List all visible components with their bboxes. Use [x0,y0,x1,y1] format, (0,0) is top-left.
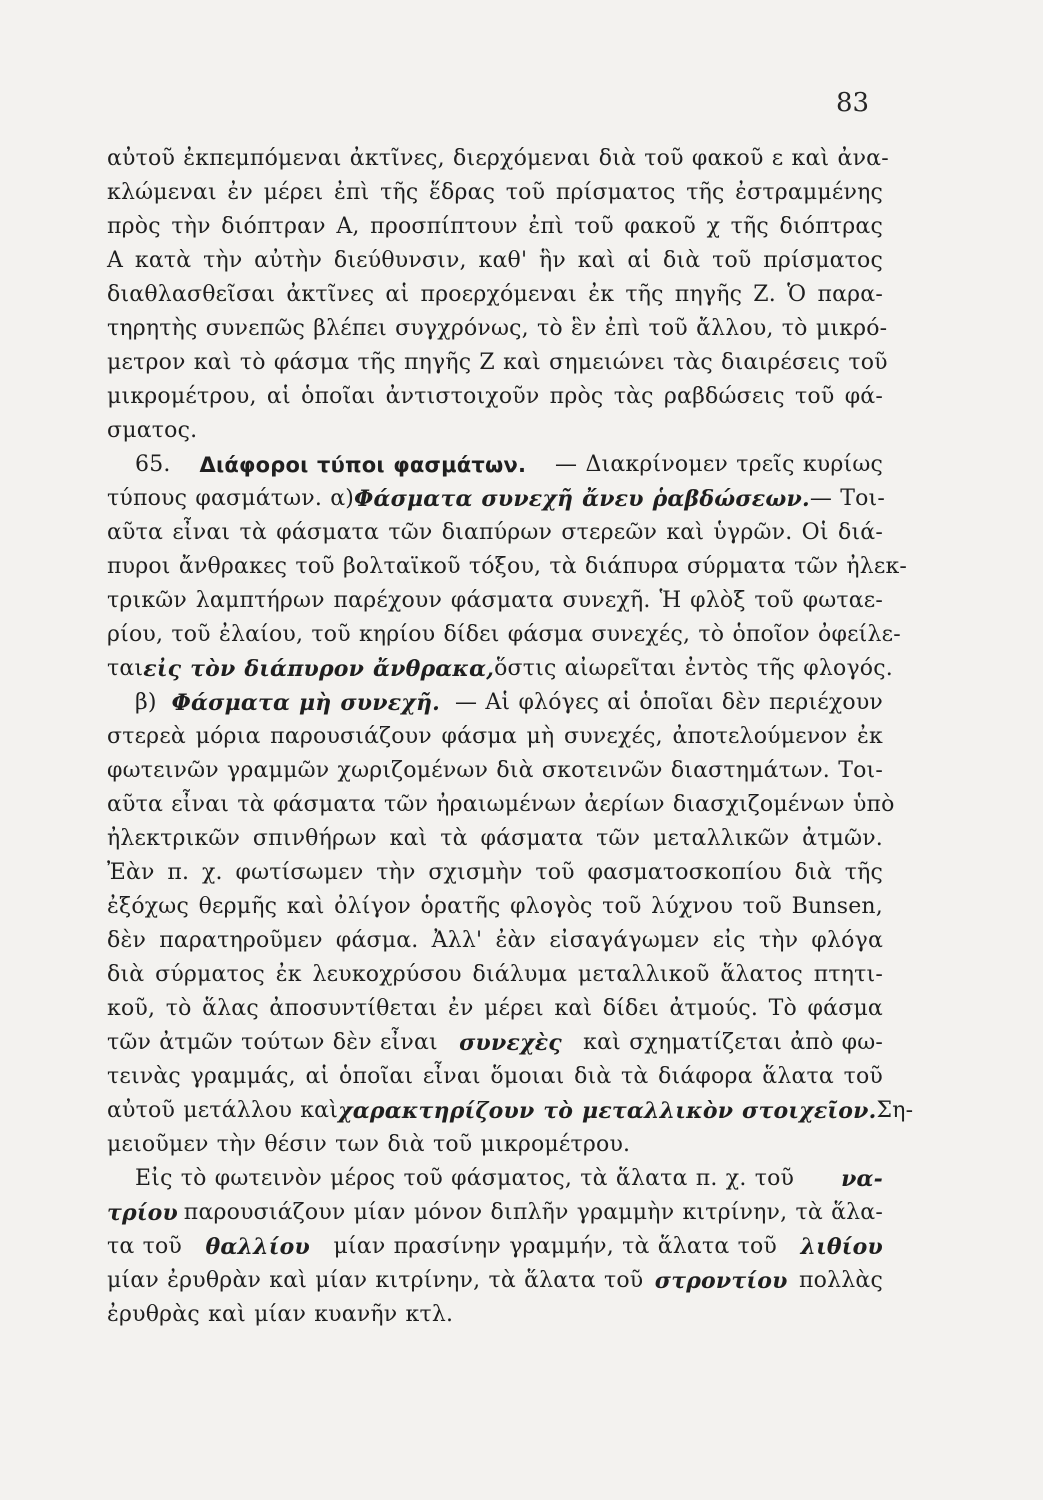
line-text: — Αἱ φλόγες αἱ ὁποῖαι δὲν περιέχουν [454,690,883,715]
text-line [107,754,883,788]
emphasis-text: χαρακτηρίζουν τὸ μεταλλικὸν στοιχεῖον. [338,1098,877,1124]
text-line [107,1264,883,1298]
line-text: ρίου, τοῦ ἐλαίου, τοῦ κηρίου δίδει φάσμα συνεχές, τὸ ὁποῖον ὀφείλε- [107,622,901,647]
text-line [107,1298,883,1332]
text-line [107,856,883,890]
subtype-a-title: Φάσματα συνεχῆ ἄνευ ῥαβδώσεων. [354,486,810,512]
text-line [107,142,889,176]
line-text: τηρητὴς συνεπῶς βλέπει συγχρόνως, τὸ ἓν ἐπὶ τοῦ ἄλλου, τὸ μικρό- [107,316,888,341]
line-text: ἐρυθρὰς καὶ μίαν κυανῆν κτλ. [107,1302,454,1327]
text-line [107,652,893,686]
line-text: τεινὰς γραμμάς, αἱ ὁποῖαι εἶναι ὅμοιαι διὰ τὰ διάφορα ἅλατα τοῦ [107,1064,883,1089]
line-text: Εἰς τὸ φωτεινὸν μέρος τοῦ φάσματος, τὰ ἅλατα π. χ. τοῦ [135,1166,795,1191]
emphasis-text: τρίου [107,1200,179,1226]
line-text: τα τοῦ [107,1234,183,1259]
text-line [107,1026,883,1060]
text-line [107,516,883,550]
text-line [107,720,883,754]
line-text: κοῦ, τὸ ἅλας ἀποσυντίθεται ἐν μέρει καὶ δίδει ἀτμούς. Τὸ φάσμα [107,996,883,1021]
line-text: τῶν ἀτμῶν τούτων δὲν εἶναι [107,1030,438,1055]
line-text: δὲν παρατηροῦμεν φάσμα. Ἀλλ' ἐὰν εἰσαγάγωμεν εἰς τὴν φλόγα [107,928,883,953]
text-line [107,210,883,244]
text-line [107,1128,883,1162]
line-text: ἐξόχως θερμῆς καὶ ὀλίγον ὁρατῆς φλογὸς τοῦ λύχνου τοῦ Bunsen, [107,894,883,919]
line-text: καὶ σχηματίζεται ἀπὸ φω- [583,1030,883,1055]
page-number: 83 [836,88,870,118]
text-line [107,1162,883,1196]
line-text: αὐτοῦ ἐκπεμπόμεναι ἀκτῖνες, διερχόμεναι διὰ τοῦ φακοῦ ε καὶ ἀνα- [107,146,889,171]
text-line [107,788,895,822]
text-line [107,414,883,448]
text-line [107,312,888,346]
line-text: κλώμεναι ἐν μέρει ἐπὶ τῆς ἕδρας τοῦ πρίσματος τῆς ἐστραμμένης [107,180,883,205]
text-line [107,176,883,210]
text-line [107,584,883,618]
subtype-b-heading-line [107,686,883,720]
text-line [107,482,886,516]
line-text: σματος. [107,418,198,443]
line-text: πυροι ἄνθρακες τοῦ βολταϊκοῦ τόξου, τὰ διάπυρα σύρματα τῶν ἠλεκ- [107,554,908,579]
line-text: ἠλεκτρικῶν σπινθήρων καὶ τὰ φάσματα τῶν μεταλλικῶν ἀτμῶν. [107,826,883,851]
line-text: Ἐὰν π. χ. φωτίσωμεν τὴν σχισμὴν τοῦ φασματοσκοπίου διὰ τῆς [107,860,883,885]
emphasis-text: λιθίου [800,1234,883,1260]
section-title: Διάφοροι τύποι φασμάτων. [199,453,527,477]
line-text: ται [107,656,144,681]
line-text: διαθλασθεῖσαι ἀκτῖνες αἱ προερχόμεναι ἐκ τῆς πηγῆς Ζ. Ὁ παρα- [107,282,883,307]
line-text: τύπους φασμάτων. α) [107,486,355,511]
text-line [107,924,883,958]
text-line [107,278,883,312]
section-heading-line [107,448,883,482]
line-text: Ση- [876,1098,914,1123]
line-text: τρικῶν λαμπτήρων παρέχουν φάσματα συνεχῆ. Ἡ φλὸξ τοῦ φωταε- [107,588,883,613]
line-text: παρουσιάζουν μίαν μόνον διπλῆν γραμμὴν κιτρίνην, τὰ ἅλα- [183,1200,883,1225]
text-line [107,1196,883,1230]
line-text: στερεὰ μόρια παρουσιάζουν φάσμα μὴ συνεχές, ἀποτελούμενον ἐκ [107,724,883,749]
text-line [107,346,888,380]
line-text: ὅστις αἰωρεῖται ἐντὸς τῆς φλογός. [494,656,893,681]
section-number: 65. [135,452,171,477]
subtype-label: β) [135,690,157,715]
line-text: αῦτα εἶναι τὰ φάσματα τῶν ἠραιωμένων ἀερίων διασχιζομένων ὑπὸ [107,792,895,817]
line-text: — Τοι- [809,486,886,511]
body-text [107,142,914,1332]
text-line [107,1060,883,1094]
text-line [107,618,901,652]
line-text: μικρομέτρου, αἱ ὁποῖαι ἀντιστοιχοῦν πρὸς τὰς ραβδώσεις τοῦ φά- [107,384,883,409]
emphasis-text: θαλλίου [205,1234,310,1260]
line-text: φωτεινῶν γραμμῶν χωριζομένων διὰ σκοτεινῶν διαστημάτων. Τοι- [107,758,883,783]
text-line [107,244,883,278]
subtype-b-title: Φάσματα μὴ συνεχῆ. [171,690,440,716]
text-line [107,992,883,1026]
line-text: αὐτοῦ μετάλλου καὶ [107,1098,339,1123]
text-line [107,1094,914,1128]
line-text: — Διακρίνομεν τρεῖς κυρίως [555,452,883,477]
emphasis-text: να- [841,1166,883,1192]
text-line [107,822,883,856]
emphasis-text: εἰς τὸν διάπυρον ἄνθρακα, [143,656,495,682]
line-text: πρὸς τὴν διόπτραν Α, προσπίπτουν ἐπὶ τοῦ φακοῦ χ τῆς διόπτρας [107,214,883,239]
line-text: Α κατὰ τὴν αὐτὴν διεύθυνσιν, καθ' ἣν καὶ αἱ διὰ τοῦ πρίσματος [107,248,883,273]
line-text: μίαν πρασίνην γραμμήν, τὰ ἅλατα τοῦ [333,1234,777,1259]
line-text: αῦτα εἶναι τὰ φάσματα τῶν διαπύρων στερεῶν καὶ ὑγρῶν. Οἱ διά- [107,520,883,545]
text-line [107,958,883,992]
line-text: μίαν ἐρυθρὰν καὶ μίαν κιτρίνην, τὰ ἅλατα τοῦ [107,1268,644,1293]
line-text: πολλὰς [799,1268,883,1293]
emphasis-text: συνεχὲς [459,1030,562,1056]
text-line [107,1230,883,1264]
emphasis-text: στροντίου [654,1268,788,1294]
line-text: μετρον καὶ τὸ φάσμα τῆς πηγῆς Ζ καὶ σημειώνει τὰς διαιρέσεις τοῦ [107,350,888,375]
text-line [107,550,908,584]
text-line [107,890,883,924]
text-line [107,380,883,414]
line-text: μειοῦμεν τὴν θέσιν των διὰ τοῦ μικρομέτρου. [107,1132,631,1157]
line-text: διὰ σύρματος ἐκ λευκοχρύσου διάλυμα μεταλλικοῦ ἅλατος πτητι- [107,962,883,987]
